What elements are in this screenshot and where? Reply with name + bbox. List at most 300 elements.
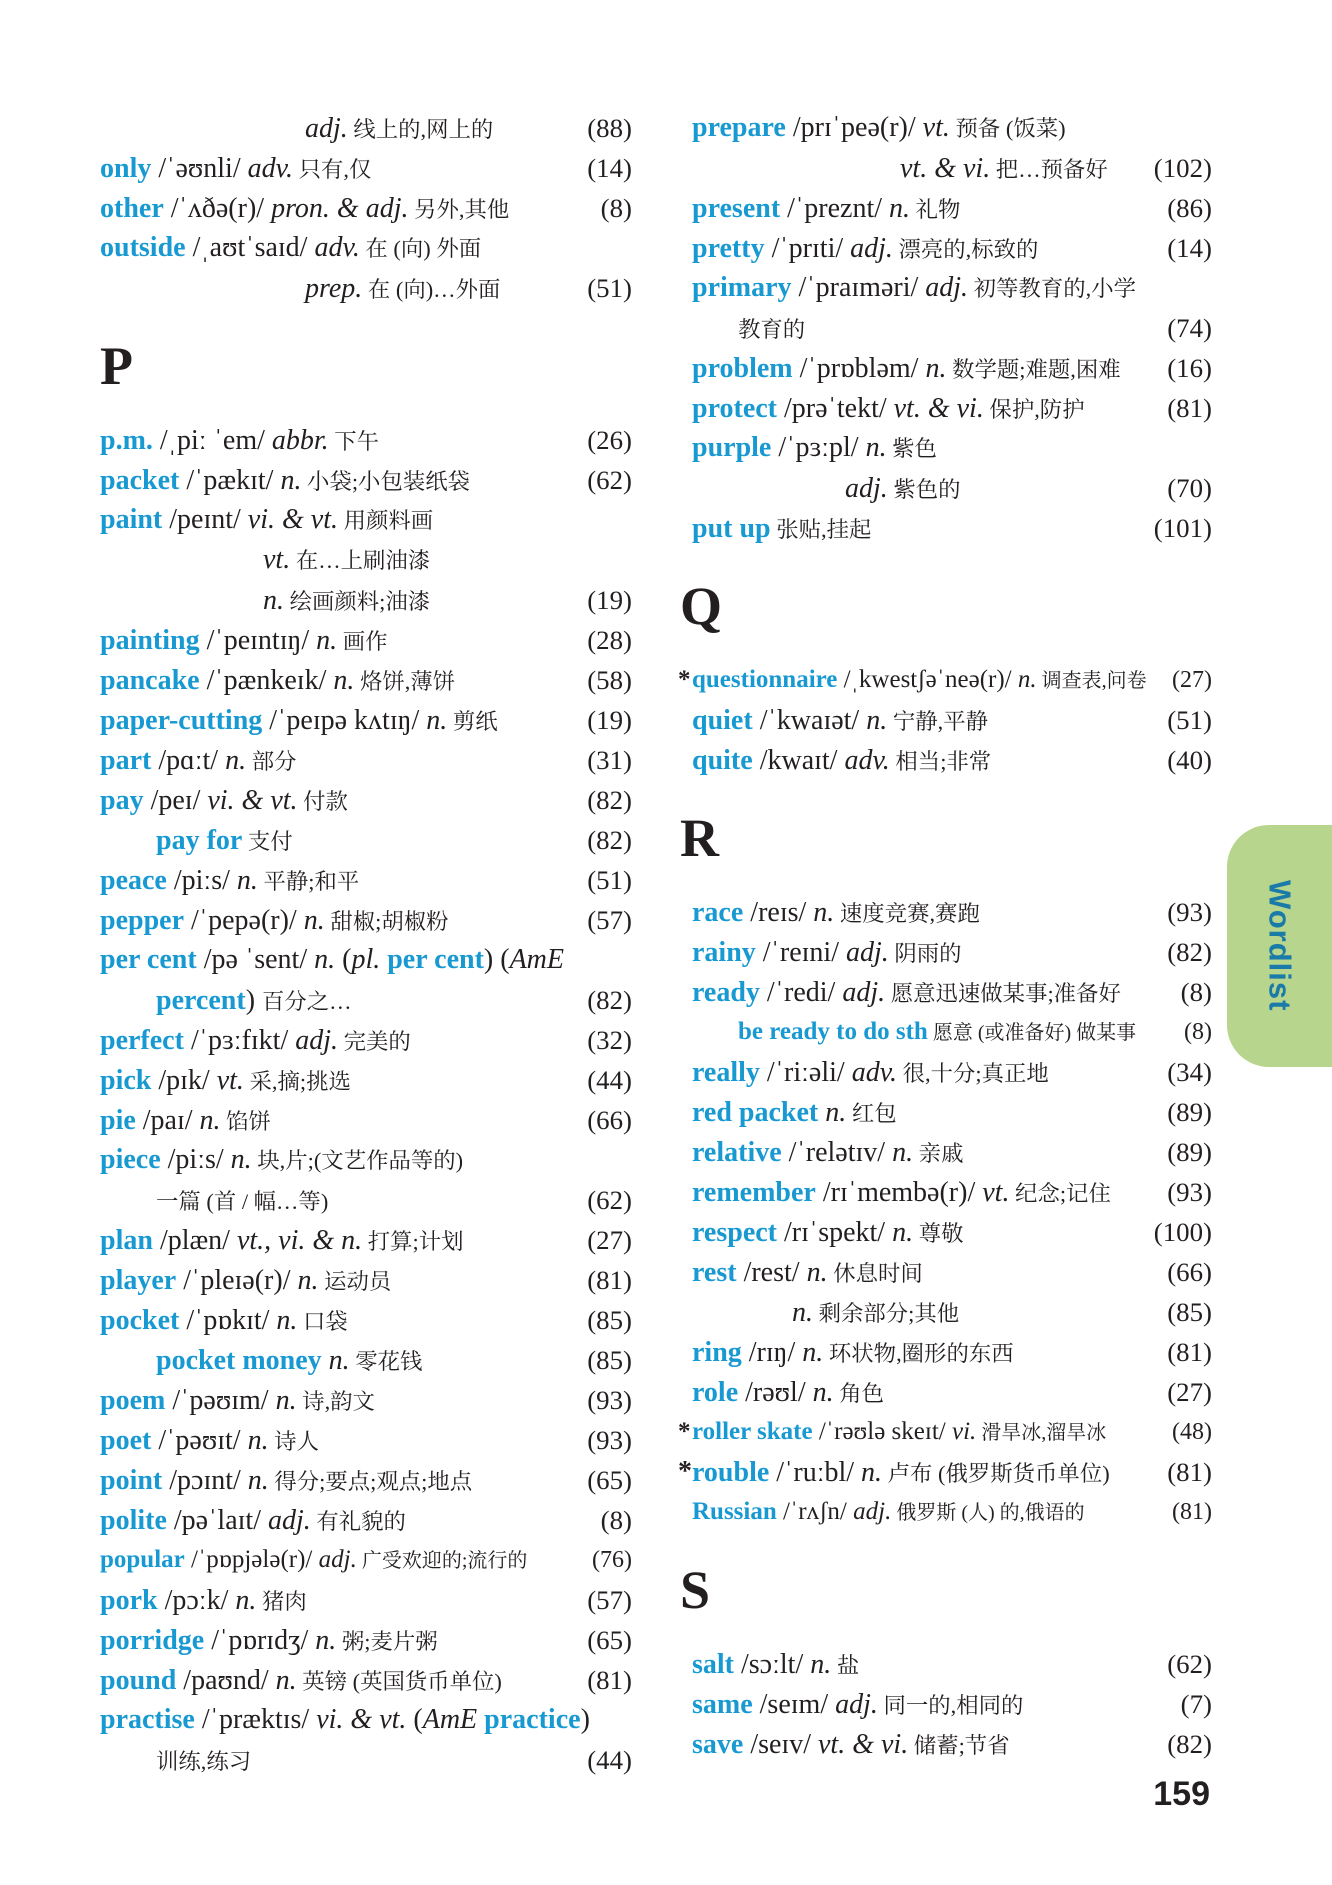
entry-text: [692, 1645, 859, 1686]
entry-line: [680, 1212, 1212, 1252]
part-of-speech: vt. & vi.: [893, 393, 984, 424]
entry-text: [100, 1581, 307, 1622]
entry-line: [680, 148, 1212, 188]
headword: part: [100, 745, 152, 776]
phonetic-text: /ˈrəʊlə skeɪt/: [812, 1418, 952, 1445]
page-reference: (86): [1167, 193, 1212, 223]
page-reference: (101): [1153, 513, 1212, 543]
headword: roller skate: [692, 1418, 813, 1445]
entry-line: [100, 1300, 632, 1340]
entry-text: [100, 661, 455, 702]
part-of-speech: n.: [892, 1217, 914, 1248]
phonetic-text: /ˈpepə(r)/: [184, 905, 304, 936]
chinese-gloss: 诗,韵文: [296, 1389, 375, 1414]
headword: pay for: [156, 825, 243, 856]
entry-text: [692, 1173, 1111, 1214]
part-of-speech: adj.: [295, 1025, 339, 1056]
chinese-gloss: 另外,其他: [408, 197, 510, 222]
chinese-gloss: 红包: [846, 1101, 897, 1126]
chinese-gloss: 画作: [337, 629, 388, 654]
page-reference: (85): [587, 1305, 632, 1335]
chinese-gloss: 紫色: [886, 436, 937, 461]
part-of-speech: n.: [825, 1097, 847, 1128]
entry-text: [100, 1381, 375, 1422]
phonetic-text: /ˌkwestʃəˈneə(r)/: [837, 666, 1018, 693]
entry-text: [100, 1061, 351, 1102]
entry-text: [692, 933, 962, 974]
entry-text: [692, 660, 1147, 701]
entry-text: [100, 940, 564, 980]
page-reference: (81): [1167, 1337, 1212, 1367]
entry-line: [680, 1092, 1212, 1132]
entry-text: [100, 1261, 391, 1302]
section-header-S: S: [680, 1560, 711, 1620]
entry-text: [100, 1540, 527, 1581]
entry-line: [100, 1660, 632, 1700]
page-reference: (82): [587, 825, 632, 855]
chinese-gloss: 烙饼,薄饼: [354, 669, 456, 694]
headword: protect: [692, 393, 777, 424]
headword: paint: [100, 504, 163, 535]
section-header-R: R: [680, 808, 719, 868]
asterisk-marker: *: [678, 1456, 692, 1487]
part-of-speech: vi. & vt.: [247, 504, 338, 535]
entry-line: [100, 108, 632, 148]
part-of-speech: adv.: [247, 153, 293, 184]
entry-line: [680, 468, 1212, 508]
entry-text: [100, 228, 481, 269]
chinese-gloss: 一篇 (首 / 幅…等): [156, 1189, 329, 1214]
wordlist-tab-label: Wordlist: [1262, 880, 1298, 1012]
page-reference: (40): [1167, 745, 1212, 775]
headword: be ready to do sth: [738, 1018, 928, 1045]
headword: really: [692, 1057, 760, 1088]
chinese-gloss: 平静;和平: [257, 869, 360, 894]
chinese-gloss: 付款: [297, 789, 348, 814]
chinese-gloss: 同一的,相同的: [877, 1693, 1024, 1718]
entry-text: [156, 1741, 251, 1782]
entry-text: [100, 1661, 502, 1702]
entry-text: [692, 1685, 1023, 1726]
chinese-gloss: 速度竞赛,赛跑: [834, 901, 980, 926]
phonetic-text: (: [406, 1704, 423, 1735]
chinese-gloss: 调查表,问卷: [1036, 670, 1147, 692]
entry-line: [100, 620, 632, 660]
headword: save: [692, 1729, 744, 1760]
part-of-speech: n.: [280, 465, 302, 496]
chinese-gloss: 紫色的: [887, 477, 961, 502]
part-of-speech: adj.: [850, 233, 893, 264]
chinese-gloss: 角色: [833, 1381, 884, 1406]
page-reference: (14): [1167, 233, 1212, 263]
part-of-speech: adj.: [853, 1498, 892, 1525]
entry-text: [100, 701, 498, 742]
chinese-gloss: 训练,练习: [156, 1749, 252, 1774]
part-of-speech: n.: [275, 1665, 297, 1696]
part-of-speech: adj.: [835, 1689, 878, 1720]
entry-line: [100, 1740, 632, 1780]
phonetic-text: /piːs/: [160, 1144, 231, 1175]
entry-line: [100, 940, 632, 980]
phonetic-text: /ˈpækɪt/: [179, 465, 281, 496]
entry-line: [100, 268, 632, 308]
chinese-gloss: 粥;麦片粥: [336, 1629, 438, 1654]
phonetic-text: /pɔɪnt/: [162, 1465, 248, 1496]
entry-text: [156, 981, 352, 1022]
chinese-gloss: 环状物,圈形的东西: [823, 1341, 1014, 1366]
part-of-speech: n.: [247, 1425, 269, 1456]
chinese-gloss: 馅饼: [220, 1109, 271, 1134]
entry-text: [100, 1501, 406, 1542]
right-column: [680, 108, 1212, 1764]
part-of-speech: prep.: [305, 273, 363, 304]
headword: only: [100, 153, 152, 184]
headword: purple: [692, 432, 772, 463]
entry-text: [692, 1133, 963, 1174]
page-reference: (44): [587, 1065, 632, 1095]
entry-line: [680, 1292, 1212, 1332]
page-reference: (57): [587, 1585, 632, 1615]
phonetic-text: /rɪˈspekt/: [777, 1217, 893, 1248]
headword: popular: [100, 1546, 185, 1573]
entry-line: [680, 1132, 1212, 1172]
entry-line: [680, 932, 1212, 972]
entry-text: [900, 149, 1108, 190]
chinese-gloss: 在 (向)…外面: [362, 277, 501, 302]
headword: poet: [100, 1425, 152, 1456]
entry-text: [692, 1253, 923, 1294]
headword: ring: [692, 1337, 742, 1368]
entry-line: [100, 1500, 632, 1540]
headword: p.m.: [100, 425, 153, 456]
entry-text: [692, 1412, 1106, 1453]
page-reference: (34): [1167, 1057, 1212, 1087]
entry-text: [692, 509, 871, 550]
page-reference: (8): [1180, 977, 1212, 1007]
entry-text: [692, 349, 1121, 390]
page-reference: (93): [587, 1425, 632, 1455]
page-reference: (93): [1167, 1177, 1212, 1207]
headword: rouble: [692, 1457, 770, 1488]
part-of-speech: n.: [925, 353, 947, 384]
chinese-gloss: 采,摘;挑选: [243, 1069, 351, 1094]
page-reference: (82): [1167, 1729, 1212, 1759]
entry-line: [100, 1180, 632, 1220]
entry-line: [680, 1412, 1212, 1452]
headword: pay: [100, 785, 144, 816]
chinese-gloss: 百分之…: [262, 989, 352, 1014]
entry-line: [100, 1420, 632, 1460]
chinese-gloss: 尊敬: [913, 1221, 964, 1246]
part-of-speech: n.: [1017, 666, 1037, 693]
headword: rainy: [692, 937, 756, 968]
entry-text: [692, 189, 960, 230]
phonetic-text: /rɪˈmembə(r)/: [815, 1177, 983, 1208]
headword: salt: [692, 1649, 734, 1680]
part-of-speech: n.: [276, 1305, 298, 1336]
headword: pound: [100, 1665, 177, 1696]
wordlist-tab: [1227, 825, 1332, 1067]
part-of-speech: vi. & vt.: [207, 785, 298, 816]
page-reference: (65): [587, 1465, 632, 1495]
headword: relative: [692, 1137, 782, 1168]
page-reference: (8): [600, 1505, 632, 1535]
part-of-speech: n.: [247, 1465, 269, 1496]
headword: put up: [692, 513, 771, 544]
entry-text: [156, 1341, 422, 1382]
page-reference: (81): [1172, 1499, 1212, 1525]
chinese-gloss: 预备 (饭菜): [949, 116, 1066, 141]
chinese-gloss: 相当;非常: [889, 749, 992, 774]
entry-text: [100, 461, 470, 502]
entry-line: [680, 1332, 1212, 1372]
part-of-speech: adv.: [844, 745, 890, 776]
entry-text: [692, 1453, 1110, 1494]
headword: rest: [692, 1257, 737, 1288]
headword: quiet: [692, 705, 753, 736]
chinese-gloss: 诗人: [268, 1429, 319, 1454]
chinese-gloss: 打算;计划: [362, 1229, 464, 1254]
part-of-speech: n.: [802, 1337, 824, 1368]
headword: practice: [484, 1704, 581, 1735]
asterisk-marker: *: [678, 1418, 691, 1445]
headword: race: [692, 897, 744, 928]
part-of-speech: vt. & vi.: [818, 1729, 909, 1760]
entry-line: [100, 1340, 632, 1380]
part-of-speech: adj.: [842, 977, 886, 1008]
entry-line: [100, 1700, 632, 1740]
part-of-speech: n.: [328, 1345, 350, 1376]
entry-line: [680, 508, 1212, 548]
chinese-gloss: 完美的: [338, 1029, 411, 1054]
part-of-speech: adv.: [851, 1057, 898, 1088]
headword: paper-cutting: [100, 705, 263, 736]
page-reference: (82): [1167, 937, 1212, 967]
entry-line: [100, 1020, 632, 1060]
chinese-gloss: 俄罗斯 (人) 的,俄语的: [891, 1502, 1085, 1524]
part-of-speech: n.: [275, 1385, 297, 1416]
page-reference: (74): [1167, 313, 1212, 343]
entry-line: [680, 388, 1212, 428]
left-column: [100, 108, 632, 1780]
phonetic-text: /pə ˈsent/: [196, 944, 315, 975]
phonetic-text: /ˈpleɪə(r)/: [176, 1265, 298, 1296]
headword: red packet: [692, 1097, 819, 1128]
headword: poem: [100, 1385, 166, 1416]
entry-line: [100, 780, 632, 820]
page-reference: (93): [1167, 897, 1212, 927]
headword: plan: [100, 1225, 153, 1256]
entry-line: [680, 1452, 1212, 1492]
headword: piece: [100, 1144, 161, 1175]
chinese-gloss: 剩余部分;其他: [813, 1301, 960, 1326]
part-of-speech: n.: [866, 705, 888, 736]
entry-line: [680, 428, 1212, 468]
entry-text: [692, 1725, 1010, 1766]
part-of-speech: n.: [230, 1144, 252, 1175]
phonetic-text: /pəˈlaɪt/: [166, 1505, 268, 1536]
part-of-speech: vi. & vt.: [316, 1704, 407, 1735]
chinese-gloss: 猪肉: [256, 1589, 307, 1614]
entry-text: [100, 189, 509, 230]
page-reference: (89): [1167, 1097, 1212, 1127]
part-of-speech: n.: [314, 944, 336, 975]
entry-text: [263, 540, 430, 581]
phonetic-text: /ˈkwaɪət/: [752, 705, 867, 736]
page-reference: (48): [1172, 1419, 1212, 1445]
headword: painting: [100, 625, 200, 656]
headword: Russian: [692, 1498, 777, 1525]
page-reference: (82): [587, 985, 632, 1015]
part-of-speech: AmE: [509, 944, 564, 975]
entry-line: [100, 580, 632, 620]
headword: pretty: [692, 233, 765, 264]
page-reference: (76): [592, 1547, 632, 1573]
entry-line: [680, 700, 1212, 740]
page-reference: (19): [587, 705, 632, 735]
entry-line: [680, 740, 1212, 780]
part-of-speech: adv.: [314, 232, 360, 263]
phonetic-text: /ˈrʌʃn/: [776, 1498, 854, 1525]
part-of-speech: n.: [225, 745, 247, 776]
phonetic-text: /ˈʌðə(r)/: [163, 193, 272, 224]
phonetic-text: /prɪˈpeə(r)/: [785, 112, 923, 143]
headword: per cent: [100, 944, 197, 975]
phonetic-text: /ˈprɪti/: [764, 233, 851, 264]
part-of-speech: vi.: [951, 1418, 977, 1445]
page-reference: (81): [587, 1265, 632, 1295]
entry-line: [100, 188, 632, 228]
chinese-gloss: 愿意迅速做某事;准备好: [885, 981, 1121, 1006]
page-reference: (100): [1153, 1217, 1212, 1247]
headword: packet: [100, 465, 180, 496]
chinese-gloss: 有礼貌的: [310, 1509, 406, 1534]
chinese-gloss: 纪念;记住: [1009, 1181, 1111, 1206]
chinese-gloss: 小袋;小包装纸袋: [301, 469, 471, 494]
page-reference: (89): [1167, 1137, 1212, 1167]
phonetic-text: /ˈruːbl/: [769, 1457, 862, 1488]
section-header-P: P: [100, 336, 133, 396]
page-reference: (51): [587, 273, 632, 303]
entry-text: [692, 1093, 897, 1134]
phonetic-text: /ˈpɜːfɪkt/: [183, 1025, 296, 1056]
chinese-gloss: 滑旱冰,溜旱冰: [976, 1422, 1107, 1444]
phonetic-text: /ˈreɪni/: [755, 937, 846, 968]
entry-text: [100, 1101, 271, 1142]
entry-text: [692, 108, 1066, 149]
part-of-speech: n.: [236, 865, 258, 896]
page-reference: (88): [587, 113, 632, 143]
page-reference: (66): [1167, 1257, 1212, 1287]
phonetic-text: /pɪk/: [151, 1065, 217, 1096]
entry-text: [738, 309, 805, 350]
page-reference: (93): [587, 1385, 632, 1415]
page-reference: (19): [587, 585, 632, 615]
page-reference: (81): [587, 1665, 632, 1695]
entry-line: [100, 1540, 632, 1580]
entry-line: [680, 1172, 1212, 1212]
entry-text: [100, 1221, 464, 1262]
phonetic-text: /reɪs/: [743, 897, 814, 928]
entry-line: [100, 420, 632, 460]
headword: percent: [156, 985, 246, 1016]
phonetic-text: /seɪm/: [752, 1689, 836, 1720]
phonetic-text: /ˈpeɪntɪŋ/: [199, 625, 317, 656]
headword: other: [100, 193, 164, 224]
chinese-gloss: 部分: [246, 749, 297, 774]
page-reference: (58): [587, 665, 632, 695]
page-reference: (66): [587, 1105, 632, 1135]
page-reference: (62): [587, 1185, 632, 1215]
entry-text: [100, 621, 388, 662]
entry-line: [680, 660, 1212, 700]
entry-line: [680, 892, 1212, 932]
chinese-gloss: 愿意 (或准备好) 做某事: [927, 1022, 1137, 1044]
entry-line: [100, 148, 632, 188]
entry-line: [680, 1684, 1212, 1724]
phonetic-text: /ˈrelətɪv/: [781, 1137, 893, 1168]
part-of-speech: vt., vi. & n.: [236, 1225, 363, 1256]
entry-text: [100, 1021, 411, 1062]
phonetic-text: /peɪ/: [143, 785, 208, 816]
phonetic-text: /ˈriːəli/: [759, 1057, 852, 1088]
phonetic-text: /pɑːt/: [151, 745, 226, 776]
chinese-gloss: 在 (向) 外面: [359, 236, 482, 261]
part-of-speech: n.: [812, 1377, 834, 1408]
part-of-speech: pron. & adj.: [271, 193, 409, 224]
page-reference: (82): [587, 785, 632, 815]
entry-line: [680, 1252, 1212, 1292]
entry-line: [100, 740, 632, 780]
entry-line: [680, 1492, 1212, 1532]
part-of-speech: AmE: [422, 1704, 485, 1735]
page-reference: (44): [587, 1745, 632, 1775]
chinese-gloss: 宁静,平静: [887, 709, 988, 734]
phonetic-text: /piːs/: [166, 865, 237, 896]
phonetic-text: /rest/: [736, 1257, 807, 1288]
part-of-speech: n.: [297, 1265, 319, 1296]
entry-line: [680, 188, 1212, 228]
phonetic-text: (: [335, 944, 352, 975]
phonetic-text: ) (: [483, 944, 510, 975]
asterisk-marker: *: [678, 666, 691, 693]
phonetic-text: /ˈpɒkɪt/: [179, 1305, 277, 1336]
headword: pancake: [100, 665, 200, 696]
entry-text: [692, 741, 991, 782]
page-reference: (27): [1167, 1377, 1212, 1407]
chinese-gloss: 剪纸: [447, 709, 498, 734]
page-reference: (102): [1153, 153, 1212, 183]
phonetic-text: /ˈpɒpjələ(r)/: [184, 1546, 319, 1573]
part-of-speech: n.: [810, 1649, 832, 1680]
chinese-gloss: 甜椒;胡椒粉: [324, 909, 449, 934]
page-reference: (85): [587, 1345, 632, 1375]
chinese-gloss: 零花钱: [349, 1349, 423, 1374]
entry-text: [692, 1053, 1049, 1094]
entry-line: [100, 860, 632, 900]
phonetic-text: /ˈredi/: [759, 977, 843, 1008]
chinese-gloss: 保护,防护: [983, 397, 1085, 422]
phonetic-text: /ˈprɒbləm/: [792, 353, 926, 384]
phonetic-text: /prəˈtekt/: [777, 393, 894, 424]
phonetic-text: ): [580, 1704, 590, 1735]
phonetic-text: /ˈpreznt/: [780, 193, 889, 224]
headword: quite: [692, 745, 753, 776]
entry-text: [305, 109, 493, 150]
entry-line: [100, 700, 632, 740]
part-of-speech: n.: [806, 1257, 828, 1288]
chinese-gloss: 只有,仅: [292, 157, 372, 182]
